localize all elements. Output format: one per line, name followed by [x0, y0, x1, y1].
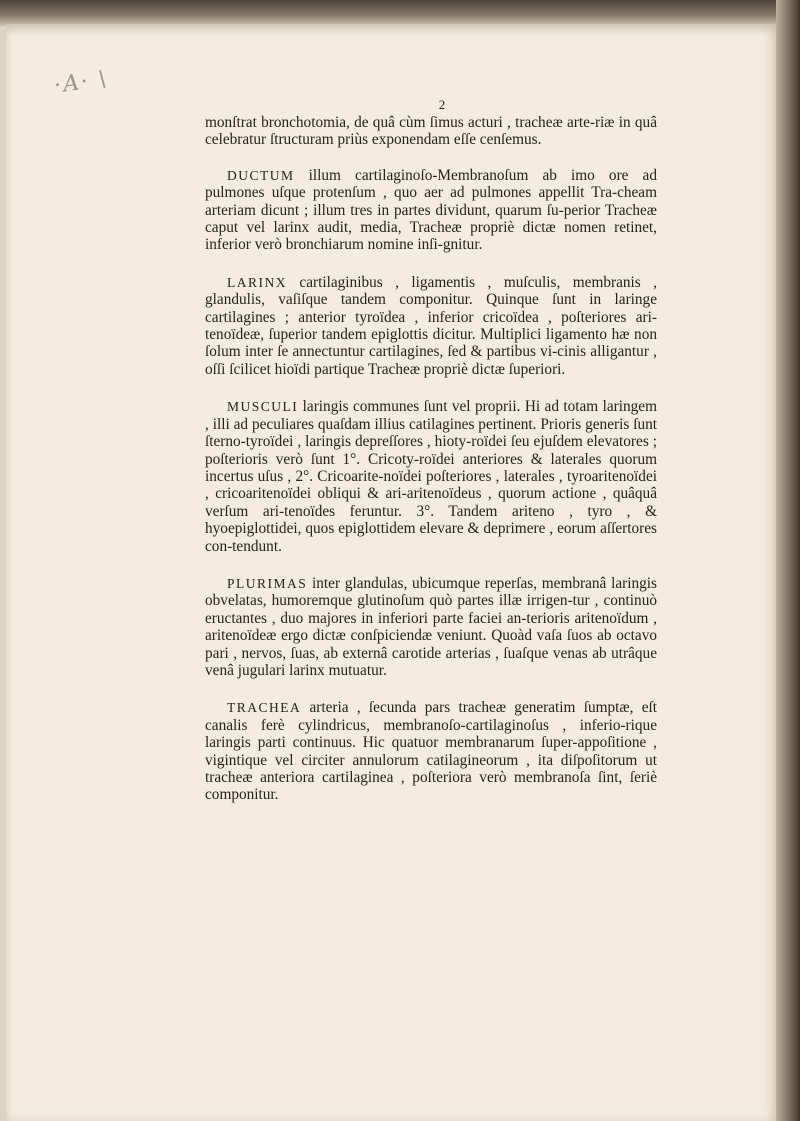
paragraph-lead-word: MUSCULI	[227, 399, 299, 415]
paragraph-lead-word: PLURIMAS	[227, 575, 308, 591]
paragraph-lead-word: LARINX	[227, 274, 287, 290]
paragraph-lead-word: TRACHEA	[227, 700, 302, 716]
book-top-edge	[0, 0, 800, 26]
paragraph-text: monſtrat bronchotomia, de quâ cùm ſimus acturi , tracheæ arte-riæ in quâ celebratur ſtructuram priùs exponendam eſſe cenſemus.	[205, 114, 657, 149]
page-text-block	[205, 74, 657, 824]
paragraph-text: illum cartilaginoſo-Membranoſum ab imo ore ad pulmones uſque protenſum , quo aer ad pulmones appellit Tra-cheam arteriam dicunt ; illum tres in partes dividunt, quarum ſu-perior Tracheæ caput vel larinx audit, media, Tracheæ propriè dictæ nomen retinet, inferior verò bronchiarum nomine inſi-gnitur.	[205, 166, 657, 254]
paragraph-ductum	[205, 167, 657, 254]
paragraph-plurimas	[205, 575, 657, 679]
paragraph-larinx	[205, 274, 657, 378]
paragraph-text: inter glandulas, ubicumque reperſas, membranâ laringis obvelatas, humoremque glutinoſum quò partes illæ irrigen-tur , continuò eructantes , duo majores in inferiori parte faciei an-terioris aritenoïdum , aritenoïdeæ ergo dictæ conſpiciendæ veniunt. Quoàd vaſa ſuos ab octavo pari , nervos, ſuas, ab externâ carotide arterias , ſuaſque venas ab utrâque venâ jugulari larinx mutuatur.	[205, 574, 657, 679]
page-number: 2	[438, 97, 446, 112]
paragraph-text: cartilaginibus , ligamentis , muſculis, membranis , glandulis, vaſiſque tandem componitur. Quinque ſunt in laringe cartilagines ; anterior tyroïdea , inferior cricoïdea , poſteriores ari-tenoïdeæ, ſuperior tandem epiglottis dicitur. Multiplici ligamento hæ non ſolum inter ſe annectuntur cartilagines, ſed & partibus vi-cinis alligantur , oſſi ſcilicet hioïdi partique Tracheæ propriè dictæ ſuperiori.	[205, 273, 657, 378]
margin-handwritten-mark: ·A· \	[52, 66, 110, 99]
paragraph-text: arteria , ſecunda pars tracheæ generatim ſumptæ, eſt canalis ferè cylindricus, membranoſo-cartilaginoſus , inferio-rique laringis parti continuus. Hic quatuor membranarum ſuper-appoſitione , vigintique vel circiter annulorum catilagineorum , ita diſpoſitorum ut tracheæ anteriora cartilaginea , poſteriora verò membranoſa ſint, ſeriè componitur.	[205, 699, 657, 804]
paragraph-musculi	[205, 398, 657, 555]
paragraph-lead-word: DUCTUM	[227, 167, 295, 183]
page-sheet	[6, 24, 776, 1121]
paragraph-trachea	[205, 699, 657, 803]
book-right-edge	[776, 0, 800, 1121]
paragraph-text: laringis communes ſunt vel proprii. Hi ad totam laringem , illi ad peculiares quaſdam illius catilagines pertinent. Prioris generis ſunt ſterno-tyroïdei , laringis depreſſores , hioty-roïdei ſeu ejuſdem elevatores ; poſterioris verò ſunt 1°. Cricoty-roïdei anteriores & laterales quorum incertus uſus , 2°. Cricoarite-noïdei poſteriores , laterales , tyroaritenoïdei , cricoaritenoïdei obliqui & ari-aritenoïdeus , quorum actione , quâquâ verſum ari-tenoïdes feruntur. 3°. Tandem ariteno , tyro , & hyoepiglottidei, quos epiglottidem elevare & deprimere , eorum aſſertores con-tendunt.	[205, 398, 657, 555]
paragraph-intro	[205, 114, 657, 149]
